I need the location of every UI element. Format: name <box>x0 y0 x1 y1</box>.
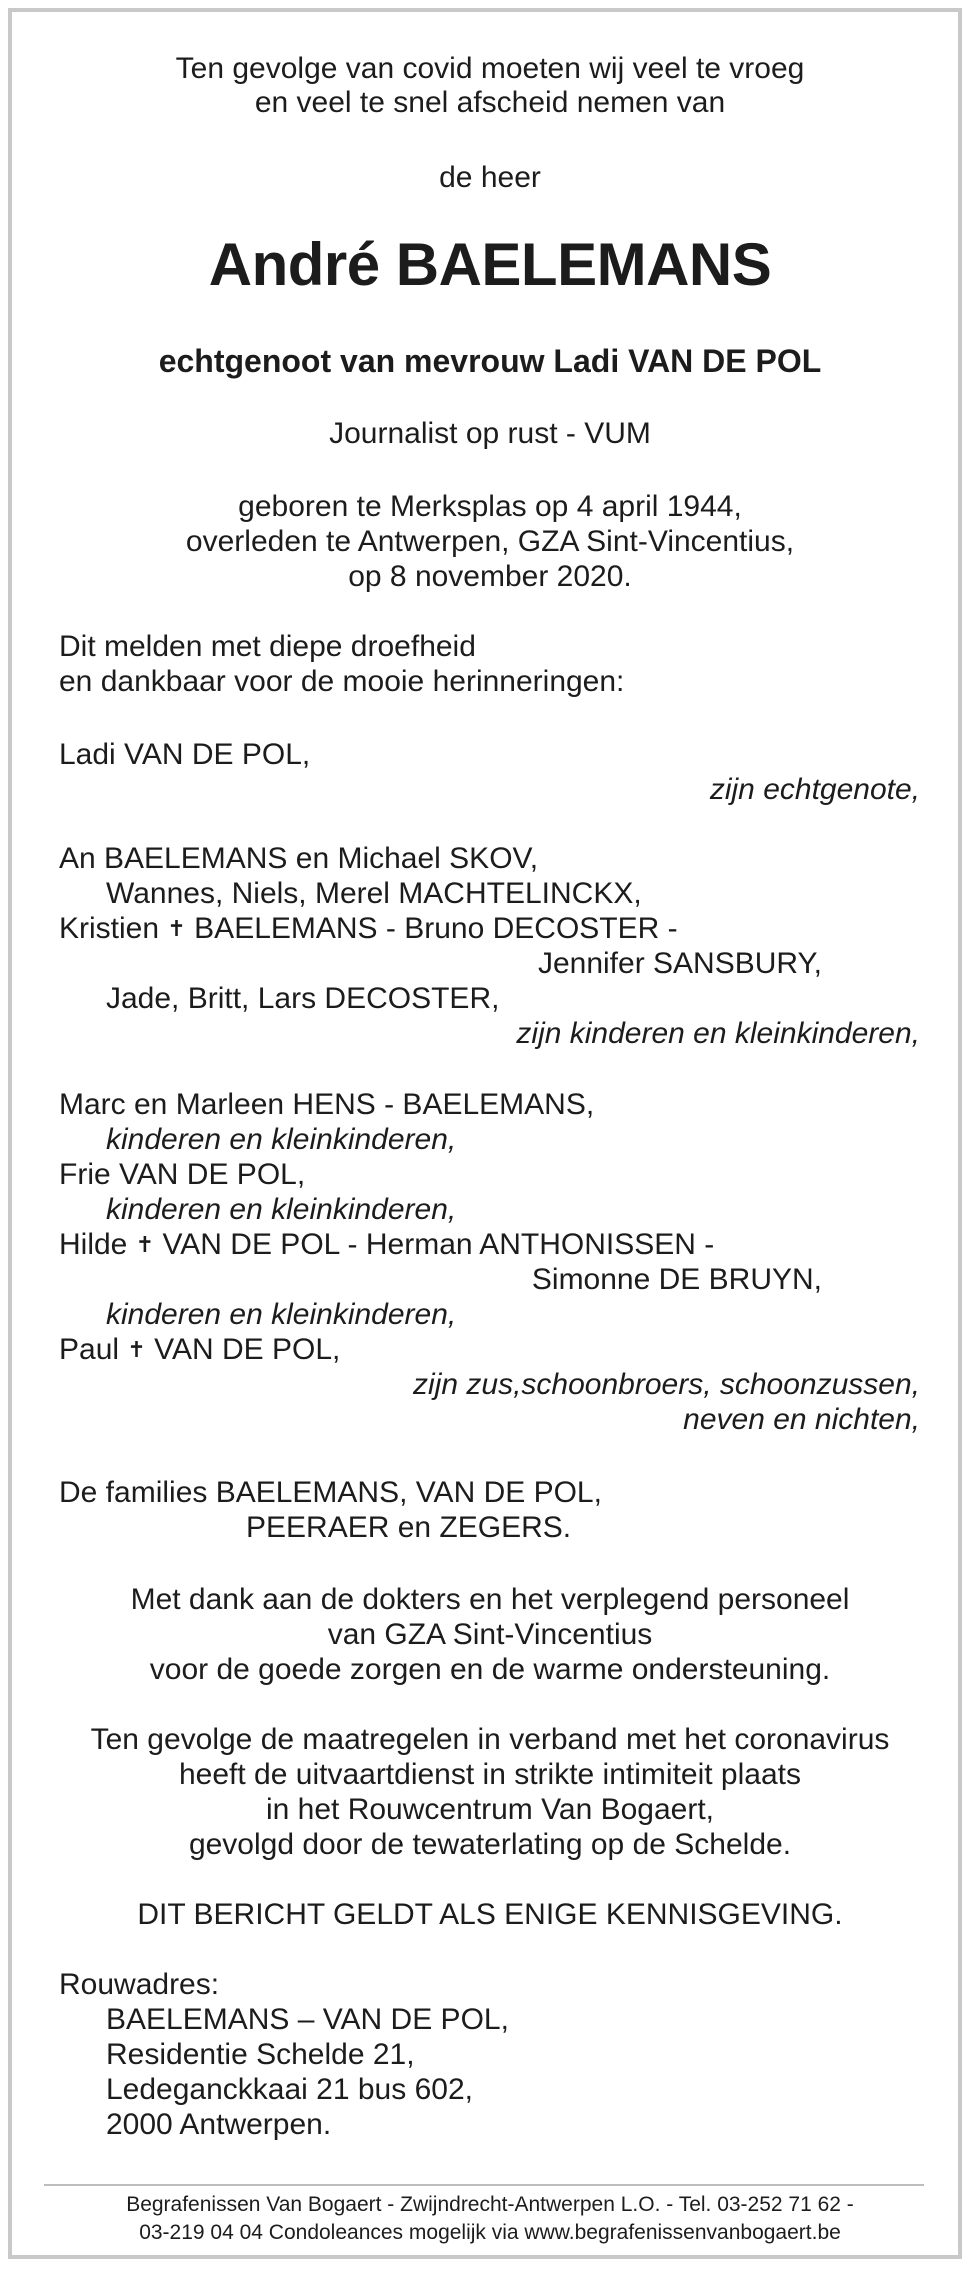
children-line-5: Jade, Britt, Lars DECOSTER, <box>106 982 500 1015</box>
deceased-cross-icon: ✝ <box>127 1337 146 1362</box>
ceremony-line-1: Ten gevolge de maatregelen in verband met het coronavirus <box>90 1723 890 1756</box>
intro-line-2: en veel te snel afscheid nemen van <box>254 86 726 119</box>
siblings-line-5-first: Hilde <box>59 1228 128 1261</box>
spouse-role: zijn echtgenote, <box>709 773 920 806</box>
address-line-1: BAELEMANS – VAN DE POL, <box>106 2003 509 2036</box>
spouse-name: Ladi VAN DE POL, <box>59 738 311 771</box>
address-line-2: Residentie Schelde 21, <box>106 2038 415 2071</box>
salutation: de heer <box>439 161 541 194</box>
children-line-3 <box>59 912 678 948</box>
siblings-line-6: Simonne DE BRUYN, <box>531 1263 822 1296</box>
footer-line-1: Begrafenissen Van Bogaert - Zwijndrecht-Antwerpen L.O. - Tel. 03-252 71 62 - <box>126 2193 854 2216</box>
deceased-name: André BAELEMANS <box>208 231 772 298</box>
footer-line-2: 03-219 04 04 Condoleances mogelijk via www.begrafenissenvanbogaert.be <box>139 2221 841 2244</box>
thanks-line-3: voor de goede zorgen en de warme ondersteuning. <box>149 1653 831 1686</box>
children-line-3-first: Kristien <box>59 912 160 945</box>
announcement-line-2: en dankbaar voor de mooie herinneringen: <box>59 665 625 698</box>
deceased-cross-icon: ✝ <box>135 1232 155 1257</box>
announcement-line-1: Dit melden met diepe droefheid <box>59 630 476 663</box>
life-line-3: op 8 november 2020. <box>348 560 632 593</box>
siblings-line-5 <box>59 1228 714 1264</box>
siblings-line-8-first: Paul <box>59 1333 120 1366</box>
siblings-line-8-rest: VAN DE POL, <box>154 1333 341 1366</box>
thanks-line-1: Met dank aan de dokters en het verplegend personeel <box>130 1583 850 1616</box>
siblings-line-8 <box>59 1333 340 1369</box>
ceremony-line-3: in het Rouwcentrum Van Bogaert, <box>265 1793 715 1826</box>
address-label: Rouwadres: <box>59 1968 220 2001</box>
sole-notice: DIT BERICHT GELDT ALS ENIGE KENNISGEVING. <box>137 1898 843 1931</box>
siblings-line-1: Marc en Marleen HENS - BAELEMANS, <box>59 1088 595 1121</box>
siblings-line-4: kinderen en kleinkinderen, <box>106 1193 457 1226</box>
life-line-1: geboren te Merksplas op 4 april 1944, <box>238 490 742 523</box>
children-line-3-rest: BAELEMANS - Bruno DECOSTER - <box>194 912 678 945</box>
address-line-3: Ledeganckkaai 21 bus 602, <box>106 2073 473 2106</box>
siblings-line-5-rest: VAN DE POL - Herman ANTHONISSEN - <box>162 1228 715 1261</box>
siblings-line-7: kinderen en kleinkinderen, <box>106 1298 457 1331</box>
children-line-2: Wannes, Niels, Merel MACHTELINCKX, <box>106 877 642 910</box>
siblings-line-2: kinderen en kleinkinderen, <box>106 1123 457 1156</box>
intro-line-1: Ten gevolge van covid moeten wij veel te vroeg <box>175 52 805 85</box>
profession: Journalist op rust - VUM <box>329 417 651 450</box>
address-line-4: 2000 Antwerpen. <box>106 2108 332 2141</box>
footer-divider <box>44 2184 924 2186</box>
life-line-2: overleden te Antwerpen, GZA Sint-Vincentius, <box>185 525 795 558</box>
deceased-cross-icon: ✝ <box>167 916 186 941</box>
children-line-1: An BAELEMANS en Michael SKOV, <box>59 842 539 875</box>
ceremony-line-4: gevolgd door de tewaterlating op de Schelde. <box>188 1828 792 1861</box>
ceremony-line-2: heeft de uitvaartdienst in strikte intimiteit plaats <box>179 1758 801 1791</box>
siblings-role-1: zijn zus,schoonbroers, schoonzussen, <box>413 1368 920 1401</box>
spouse-line: echtgenoot van mevrouw Ladi VAN DE POL <box>158 343 822 379</box>
siblings-role-2: neven en nichten, <box>683 1403 920 1436</box>
families-line-1: De families BAELEMANS, VAN DE POL, <box>59 1476 602 1509</box>
families-line-2: PEERAER en ZEGERS. <box>246 1511 572 1544</box>
children-line-4: Jennifer SANSBURY, <box>537 947 822 980</box>
children-role: zijn kinderen en kleinkinderen, <box>516 1017 920 1050</box>
siblings-line-3: Frie VAN DE POL, <box>59 1158 306 1191</box>
thanks-line-2: van GZA Sint-Vincentius <box>327 1618 653 1651</box>
